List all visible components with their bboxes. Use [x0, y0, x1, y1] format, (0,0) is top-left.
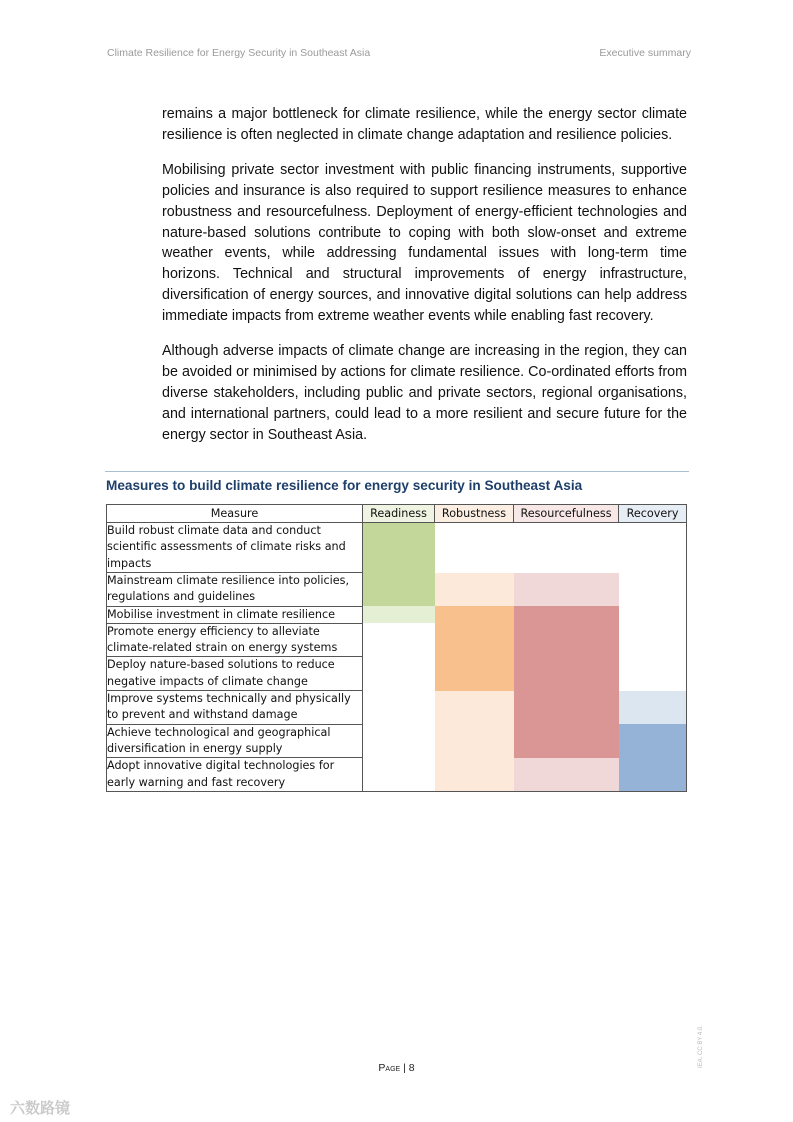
paragraph-3: Although adverse impacts of climate change are increasing in the region, they can be avoided or minimised by actions for climate resilience. Co-ordinated efforts from diverse stakeholders, including public and private sectors, regional organisations, and international partners, could lead to a more resilient and secure future for the energy sector in Southeast Asia.	[162, 343, 687, 443]
body-text	[162, 104, 687, 460]
readiness-cell	[363, 623, 435, 657]
resourcefulness-cell	[514, 724, 619, 758]
resourcefulness-cell	[514, 623, 619, 657]
robustness-cell	[435, 623, 514, 657]
measures-table	[106, 504, 687, 792]
running-header-section: Executive summary	[599, 47, 691, 59]
recovery-cell	[619, 623, 687, 657]
section-divider	[105, 471, 689, 472]
measure-cell: Deploy nature-based solutions to reduce negative impacts of climate change	[107, 657, 363, 691]
robustness-cell	[435, 573, 514, 607]
measure-cell: Adopt innovative digital technologies for early warning and fast recovery	[107, 758, 363, 792]
running-header-title: Climate Resilience for Energy Security in Southeast Asia	[107, 47, 371, 59]
measure-cell: Mainstream climate resilience into policies, regulations and guidelines	[107, 573, 363, 607]
measure-cell: Mobilise investment in climate resilience	[107, 606, 363, 623]
table-header-row	[107, 505, 687, 523]
recovery-cell	[619, 523, 687, 573]
robustness-cell	[435, 691, 514, 725]
resourcefulness-cell	[514, 573, 619, 607]
robustness-cell	[435, 606, 514, 623]
readiness-cell	[363, 523, 435, 573]
header-recovery: Recovery	[619, 505, 687, 523]
table-row	[107, 657, 687, 691]
readiness-cell	[363, 606, 435, 623]
robustness-cell	[435, 657, 514, 691]
measure-cell: Achieve technological and geographical diversification in energy supply	[107, 724, 363, 758]
robustness-cell	[435, 523, 514, 573]
page-label: Page	[378, 1062, 401, 1074]
robustness-cell	[435, 724, 514, 758]
header-measure: Measure	[107, 505, 363, 523]
resourcefulness-cell	[514, 691, 619, 725]
measure-cell: Improve systems technically and physically to prevent and withstand damage	[107, 691, 363, 725]
paragraph-1: remains a major bottleneck for climate resilience, while the energy sector climate resilience is often neglected in climate change adaptation and resilience policies.	[162, 106, 687, 143]
table-row	[107, 758, 687, 792]
table-row	[107, 691, 687, 725]
table-row	[107, 523, 687, 573]
recovery-cell	[619, 657, 687, 691]
header-robustness: Robustness	[435, 505, 514, 523]
watermark: 六数路镜	[10, 1100, 71, 1117]
readiness-cell	[363, 758, 435, 792]
page-footer	[0, 1062, 793, 1074]
resourcefulness-cell	[514, 523, 619, 573]
readiness-cell	[363, 724, 435, 758]
table-title: Measures to build climate resilience for energy security in Southeast Asia	[106, 478, 583, 493]
measure-cell: Promote energy efficiency to alleviate climate-related strain on energy systems	[107, 623, 363, 657]
recovery-cell	[619, 724, 687, 758]
license-note: IEA. CC BY 4.0.	[698, 1025, 704, 1068]
readiness-cell	[363, 691, 435, 725]
table-row	[107, 606, 687, 623]
header-resourcefulness: Resourcefulness	[514, 505, 619, 523]
resourcefulness-cell	[514, 657, 619, 691]
table-row	[107, 724, 687, 758]
recovery-cell	[619, 573, 687, 607]
table-row	[107, 623, 687, 657]
resourcefulness-cell	[514, 606, 619, 623]
recovery-cell	[619, 758, 687, 792]
measure-cell: Build robust climate data and conduct scientific assessments of climate risks and impacts	[107, 523, 363, 573]
readiness-cell	[363, 657, 435, 691]
robustness-cell	[435, 758, 514, 792]
table-row	[107, 573, 687, 607]
header-readiness: Readiness	[363, 505, 435, 523]
resourcefulness-cell	[514, 758, 619, 792]
page-number: | 8	[403, 1062, 415, 1074]
readiness-cell	[363, 573, 435, 607]
paragraph-2: Mobilising private sector investment with public financing instruments, supportive policies and insurance is also required to support resilience measures to enhance robustness and resourcefulness. Deployment of energy-efficient technologies and nature-based solutions contribute to coping with both slow-onset and extreme weather events, while addressing fundamental issues with long-term time horizons. Technical and structural improvements of energy infrastructure, diversification of energy sources, and innovative digital solutions can help address immediate impacts from extreme weather events while enabling fast recovery.	[162, 161, 687, 325]
recovery-cell	[619, 691, 687, 725]
recovery-cell	[619, 606, 687, 623]
